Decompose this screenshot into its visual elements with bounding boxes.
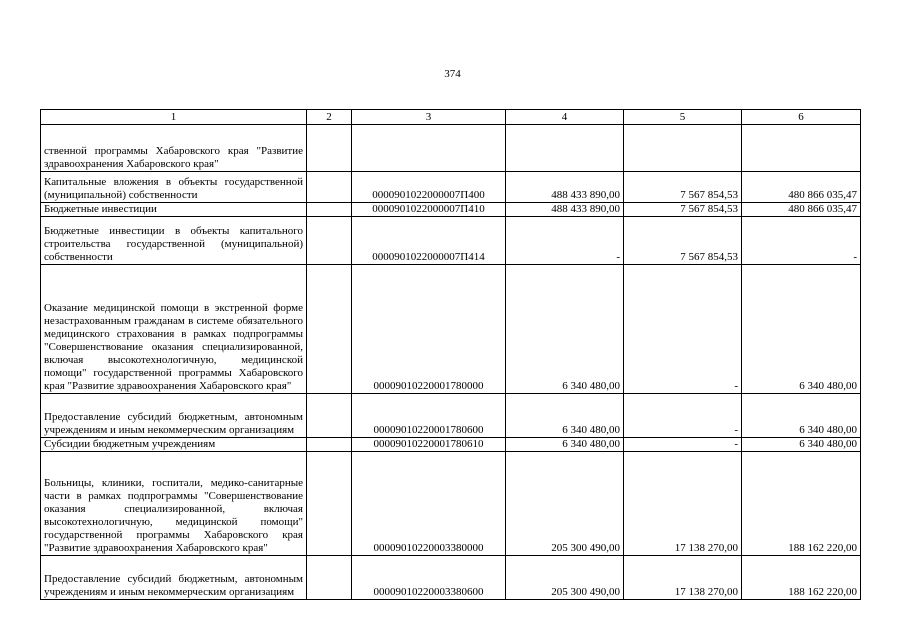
row-code-cell — [352, 125, 506, 172]
row-value4-cell — [506, 125, 624, 172]
row-value4-cell: 205 300 490,00 — [506, 452, 624, 556]
row-value4-cell: 205 300 490,00 — [506, 556, 624, 600]
row-value4-cell: 488 433 890,00 — [506, 203, 624, 217]
row-value6-cell: 188 162 220,00 — [742, 556, 861, 600]
table-row — [41, 452, 861, 556]
row-name-cell: Оказание медицинской помощи в экстренной форме незастрахованным гражданам в системе обязательного медицинского страхования в рамках подпрограммы "Совершенствование оказания специализированной, включая высокотехнологичную, медицинской помощи" государственной программы Хабаровского края "Развитие здравоохранения Хабаровского края" — [41, 265, 307, 394]
row-value5-cell: 17 138 270,00 — [624, 556, 742, 600]
row-value4-cell: 6 340 480,00 — [506, 394, 624, 438]
row-value4-cell: 6 340 480,00 — [506, 438, 624, 452]
row-code-cell: 00009010220001780610 — [352, 438, 506, 452]
row-value4-cell: 6 340 480,00 — [506, 265, 624, 394]
row-value5-cell: 7 567 854,53 — [624, 217, 742, 265]
row-value6-cell: 188 162 220,00 — [742, 452, 861, 556]
row-code-cell: 00009010220001780600 — [352, 394, 506, 438]
row-col2-cell — [307, 265, 352, 394]
row-value5-cell: 17 138 270,00 — [624, 452, 742, 556]
row-code-cell: 0000901022000007П414 — [352, 217, 506, 265]
row-value6-cell: - — [742, 217, 861, 265]
row-value4-cell: - — [506, 217, 624, 265]
row-value5-cell: 7 567 854,53 — [624, 172, 742, 203]
row-value4-cell: 488 433 890,00 — [506, 172, 624, 203]
row-col2-cell — [307, 203, 352, 217]
row-value6-cell: 480 866 035,47 — [742, 172, 861, 203]
row-value5-cell — [624, 125, 742, 172]
table-row — [41, 556, 861, 600]
table-row — [41, 217, 861, 265]
column-header: 6 — [742, 110, 861, 125]
table-row — [41, 394, 861, 438]
page-number: 374 — [444, 68, 461, 80]
row-name-cell: Предоставление субсидий бюджетным, автономным учреждениям и иным некоммерческим организациям — [41, 556, 307, 600]
row-code-cell: 00009010220001780000 — [352, 265, 506, 394]
row-name-cell: Больницы, клиники, госпитали, медико-санитарные части в рамках подпрограммы "Совершенствование оказания специализированной, включая высокотехнологичную, медицинской помощи" государственной программы Хабаровского края "Развитие здравоохранения Хабаровского края" — [41, 452, 307, 556]
row-col2-cell — [307, 394, 352, 438]
row-value5-cell: - — [624, 438, 742, 452]
column-header: 2 — [307, 110, 352, 125]
table-row — [41, 265, 861, 394]
column-header: 3 — [352, 110, 506, 125]
row-value6-cell: 6 340 480,00 — [742, 394, 861, 438]
table-row — [41, 438, 861, 452]
row-name-cell: ственной программы Хабаровского края "Развитие здравоохранения Хабаровского края" — [41, 125, 307, 172]
row-name-cell: Бюджетные инвестиции — [41, 203, 307, 217]
row-value5-cell: - — [624, 394, 742, 438]
column-header: 1 — [41, 110, 307, 125]
row-code-cell: 0000901022000007П400 — [352, 172, 506, 203]
row-col2-cell — [307, 172, 352, 203]
row-code-cell: 0000901022000007П410 — [352, 203, 506, 217]
row-value6-cell — [742, 125, 861, 172]
row-code-cell: 00009010220003380000 — [352, 452, 506, 556]
table-row — [41, 172, 861, 203]
row-value6-cell: 480 866 035,47 — [742, 203, 861, 217]
table-row — [41, 125, 861, 172]
row-col2-cell — [307, 452, 352, 556]
row-value5-cell: - — [624, 265, 742, 394]
row-col2-cell — [307, 125, 352, 172]
row-value6-cell: 6 340 480,00 — [742, 438, 861, 452]
row-name-cell: Предоставление субсидий бюджетным, автономным учреждениям и иным некоммерческим организациям — [41, 394, 307, 438]
row-name-cell: Субсидии бюджетным учреждениям — [41, 438, 307, 452]
row-col2-cell — [307, 438, 352, 452]
budget-table — [40, 109, 861, 600]
column-header: 4 — [506, 110, 624, 125]
row-name-cell: Бюджетные инвестиции в объекты капитального строительства государственной (муниципальной) собственности — [41, 217, 307, 265]
row-value6-cell: 6 340 480,00 — [742, 265, 861, 394]
row-name-cell: Капитальные вложения в объекты государственной (муниципальной) собственности — [41, 172, 307, 203]
row-code-cell: 00009010220003380600 — [352, 556, 506, 600]
row-col2-cell — [307, 217, 352, 265]
table-row — [41, 203, 861, 217]
row-col2-cell — [307, 556, 352, 600]
row-value5-cell: 7 567 854,53 — [624, 203, 742, 217]
table-header-row — [41, 110, 861, 125]
column-header: 5 — [624, 110, 742, 125]
